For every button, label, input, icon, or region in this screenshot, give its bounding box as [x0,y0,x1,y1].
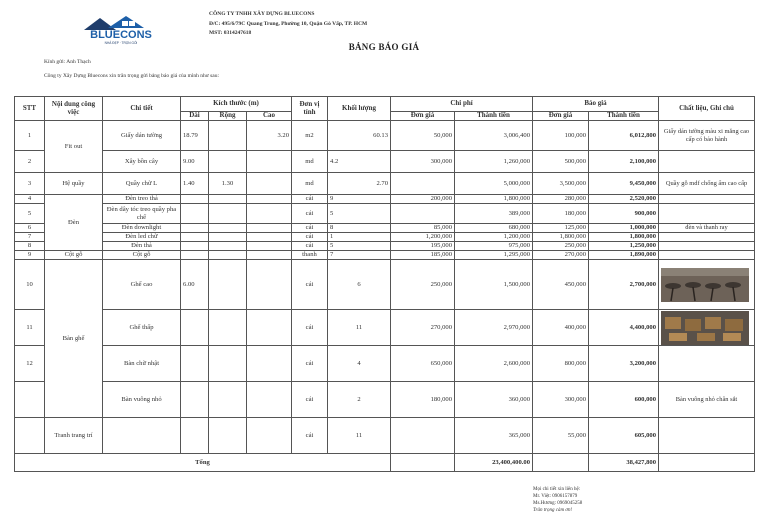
col-qty: Khối lượng [328,97,391,121]
row-height [247,260,292,310]
table-row [15,121,755,151]
row-width [209,233,247,242]
row-qty: 2.70 [328,173,391,195]
row-unit: cái [292,260,328,310]
row-note: đèn và thanh ray [659,224,755,233]
row-height [247,310,292,346]
company-address: Đ/C: 495/6/79C Quang Trung, Phường 10, Quận Gò Vấp, TP. HCM [209,20,368,27]
thanks-text: Trân trọng cảm ơn! [533,508,573,513]
row-unit: cái [292,346,328,382]
row-cost-price: 200,000 [391,195,455,204]
row-cost-price: 650,000 [391,346,455,382]
row-quote-amount: 4,400,000 [589,310,659,346]
quotation-table [14,96,755,472]
row-length [181,204,209,224]
row-width: 1.30 [209,173,247,195]
row-unit: cái [292,224,328,233]
row-width [209,151,247,173]
row-quote-amount: 3,200,000 [589,346,659,382]
row-length: 1.40 [181,173,209,195]
low-chairs-photo [661,311,749,345]
row-quote-amount: 2,100,000 [589,151,659,173]
col-cost-price: Đơn giá [391,112,455,121]
row-stt: 6 [15,224,45,233]
row-unit: cái [292,418,328,454]
row-cost-price: 180,000 [391,382,455,418]
row-height [247,251,292,260]
contact-intro: Mọi chi tiết xin liên hệ: [533,487,581,492]
row-qty: 9 [328,195,391,204]
row-qty: 7 [328,251,391,260]
table-row [15,382,755,418]
row-detail: Cột gỗ [103,251,181,260]
row-unit: md [292,151,328,173]
row-unit: cái [292,195,328,204]
photo-low-chairs [659,310,755,346]
table-row [15,195,755,204]
row-cost-amount: 1,295,000 [455,251,533,260]
row-height [247,233,292,242]
row-detail: Ghế cao [103,260,181,310]
header-row-1 [15,97,755,112]
row-unit: md [292,173,328,195]
row-note: Giấy dán tường màu xi măng cao cấp có bảo hành [659,121,755,151]
row-quote-price: 270,000 [533,251,589,260]
row-qty: 60.13 [328,121,391,151]
row-qty: 5 [328,204,391,224]
row-quote-price: 450,000 [533,260,589,310]
col-material: Chất liệu, Ghi chú [659,97,755,121]
row-length [181,224,209,233]
table-row [15,224,755,233]
logo-tagline: NHÀ ĐẸP · TRỌN GÓI [104,41,138,45]
row-quote-price: 500,000 [533,151,589,173]
group-lights: Đèn [45,195,103,251]
row-detail: Đèn led chữ [103,233,181,242]
row-note [659,151,755,173]
col-width: Rộng [209,112,247,121]
row-detail: Ghế thấp [103,310,181,346]
col-length: Dài [181,112,209,121]
row-length [181,382,209,418]
row-stt: 4 [15,195,45,204]
row-note: Bàn vuông nhỏ chân sắt [659,382,755,418]
row-width [209,418,247,454]
row-qty: 5 [328,242,391,251]
row-note [659,233,755,242]
row-note [659,195,755,204]
row-stt: 10 [15,260,45,310]
row-unit: cái [292,382,328,418]
company-tax-code: MST: 0314247618 [209,30,252,36]
contact-huong: Ms.Hương: 0969045258 [533,501,583,506]
row-height [247,173,292,195]
col-cost-amount: Thành tiền [455,112,533,121]
col-detail: Chi tiết [103,97,181,121]
row-detail: Đèn treo thả [103,195,181,204]
col-stt: STT [15,97,45,121]
row-quote-amount: 9,450,000 [589,173,659,195]
row-height [247,224,292,233]
thanks-note [533,507,582,514]
row-quote-amount: 900,000 [589,204,659,224]
row-length [181,346,209,382]
row-detail: Bàn vuông nhỏ [103,382,181,418]
col-quote: Báo giá [533,97,659,112]
row-cost-amount: 5,000,000 [455,173,533,195]
row-width [209,310,247,346]
row-stt: 7 [15,233,45,242]
row-cost-amount: 365,000 [455,418,533,454]
row-quote-price: 250,000 [533,242,589,251]
col-unit: Đơn vị tính [292,97,328,121]
row-cost-amount: 360,000 [455,382,533,418]
row-stt [15,382,45,418]
row-note [659,242,755,251]
row-note [659,418,755,454]
table-row [15,151,755,173]
row-quote-amount: 1,800,000 [589,233,659,242]
row-quote-amount: 605,000 [589,418,659,454]
row-stt: 11 [15,310,45,346]
row-quote-amount: 1,000,000 [589,224,659,233]
row-stt [15,418,45,454]
row-unit: cái [292,242,328,251]
row-cost-amount: 1,260,000 [455,151,533,173]
contact-footer [533,486,582,514]
row-stt: 9 [15,251,45,260]
row-length: 6.00 [181,260,209,310]
row-stt: 3 [15,173,45,195]
row-quote-amount: 600,000 [589,382,659,418]
row-quote-price: 800,000 [533,346,589,382]
row-width [209,242,247,251]
row-qty: 11 [328,418,391,454]
table-row [15,173,755,195]
group-counter: Hệ quầy [45,173,103,195]
row-quote-price: 300,000 [533,382,589,418]
row-cost-amount: 1,800,000 [455,195,533,204]
col-quote-amount: Thành tiền [589,112,659,121]
row-length [181,195,209,204]
row-stt: 1 [15,121,45,151]
row-qty: 2 [328,382,391,418]
row-cost-amount: 389,000 [455,204,533,224]
row-quote-amount: 2,700,000 [589,260,659,310]
row-note: Quầy gỗ mdf chống ẩm cao cấp [659,173,755,195]
high-chairs-photo [661,268,749,302]
total-spacer-3 [659,454,755,472]
company-name: CÔNG TY TNHH XÂY DỰNG BLUECONS [209,11,315,17]
row-cost-amount: 3,006,400 [455,121,533,151]
row-cost-price [391,418,455,454]
row-quote-price: 280,000 [533,195,589,204]
row-stt: 12 [15,346,45,382]
row-length [181,242,209,251]
table-row [15,204,755,224]
table-row [15,260,755,310]
row-width [209,195,247,204]
row-width [209,251,247,260]
row-quote-price: 400,000 [533,310,589,346]
row-cost-price: 195,000 [391,242,455,251]
table-row [15,233,755,242]
row-cost-price [391,204,455,224]
greeting: Kính gửi: Anh Thạch [44,59,91,65]
row-cost-amount: 2,600,000 [455,346,533,382]
row-detail [103,418,181,454]
row-quote-price: 180,000 [533,204,589,224]
total-cost-amount: 23,400,400.00 [455,454,533,472]
col-cost: Chi phí [391,97,533,112]
row-width [209,382,247,418]
row-unit: cái [292,204,328,224]
row-quote-amount: 2,520,000 [589,195,659,204]
table-row [15,346,755,382]
row-height [247,151,292,173]
group-fit-out: Fit out [45,121,103,173]
row-width [209,346,247,382]
row-stt: 2 [15,151,45,173]
row-stt: 8 [15,242,45,251]
row-qty: 4.2 [328,151,391,173]
row-quote-price: 100,000 [533,121,589,151]
row-height [247,382,292,418]
row-qty: 8 [328,224,391,233]
row-detail: Giấy dán tường [103,121,181,151]
group-seating: Bàn ghế [45,260,103,418]
row-length: 18.79 [181,121,209,151]
row-height [247,346,292,382]
col-height: Cao [247,112,292,121]
row-width [209,260,247,310]
row-unit: thanh [292,251,328,260]
intro-text: Công ty Xây Dựng Bluecons xin trân trọng gửi bảng báo giá của mình như sau: [44,73,219,79]
row-qty: 11 [328,310,391,346]
row-cost-amount: 975,000 [455,242,533,251]
company-header [209,10,367,39]
row-detail: Bàn chữ nhật [103,346,181,382]
row-qty: 1 [328,233,391,242]
row-cost-amount: 1,500,000 [455,260,533,310]
total-quote-amount: 38,427,800 [589,454,659,472]
row-quote-price: 1,800,000 [533,233,589,242]
row-cost-price: 300,000 [391,151,455,173]
row-height [247,242,292,251]
total-row [15,454,755,472]
row-cost-price: 250,000 [391,260,455,310]
row-width [209,204,247,224]
row-quote-amount: 1,250,000 [589,242,659,251]
row-cost-price: 185,000 [391,251,455,260]
group-decor: Tranh trang trí [45,418,103,454]
col-quote-price: Đơn giá [533,112,589,121]
row-height [247,195,292,204]
row-cost-amount: 2,970,000 [455,310,533,346]
row-length [181,418,209,454]
row-detail: Xây bồn cây [103,151,181,173]
photo-high-chairs [659,260,755,310]
row-width [209,121,247,151]
row-detail: Quầy chữ L [103,173,181,195]
row-quote-price: 55,000 [533,418,589,454]
row-unit: cái [292,233,328,242]
row-cost-price: 85,000 [391,224,455,233]
total-label: Tổng [15,454,391,472]
table-row [15,251,755,260]
row-detail: Đèn downlight [103,224,181,233]
row-quote-amount: 1,890,000 [589,251,659,260]
row-unit: m2 [292,121,328,151]
logo-wordmark: BLUECONS [90,29,152,41]
row-height [247,204,292,224]
row-note [659,251,755,260]
row-length [181,251,209,260]
col-size: Kích thước (m) [181,97,292,112]
row-cost-amount: 1,200,000 [455,233,533,242]
row-height: 3.20 [247,121,292,151]
row-width [209,224,247,233]
table-row [15,310,755,346]
row-qty: 4 [328,346,391,382]
row-quote-price: 125,000 [533,224,589,233]
row-height [247,418,292,454]
col-content: Nội dung công việc [45,97,103,121]
row-cost-price: 50,000 [391,121,455,151]
row-quote-amount: 6,012,800 [589,121,659,151]
row-unit: cái [292,310,328,346]
row-length [181,233,209,242]
row-length [181,310,209,346]
row-length: 9.00 [181,151,209,173]
table-row [15,242,755,251]
row-cost-price: 270,000 [391,310,455,346]
row-quote-price: 3,500,000 [533,173,589,195]
contact-viet: Mr. Việt: 0906157879 [533,494,578,499]
row-cost-price [391,173,455,195]
total-spacer-2 [533,454,589,472]
row-note [659,204,755,224]
row-qty: 6 [328,260,391,310]
group-plant: Cột gỗ [45,251,103,260]
row-stt: 5 [15,204,45,224]
row-detail: Đèn dây tóc treo quầy pha chế [103,204,181,224]
document-title: BẢNG BÁO GIÁ [348,42,420,52]
row-detail: Đèn thả [103,242,181,251]
row-cost-price: 1,200,000 [391,233,455,242]
table-row [15,418,755,454]
row-cost-amount: 680,000 [455,224,533,233]
total-spacer [391,454,455,472]
row-note [659,346,755,382]
